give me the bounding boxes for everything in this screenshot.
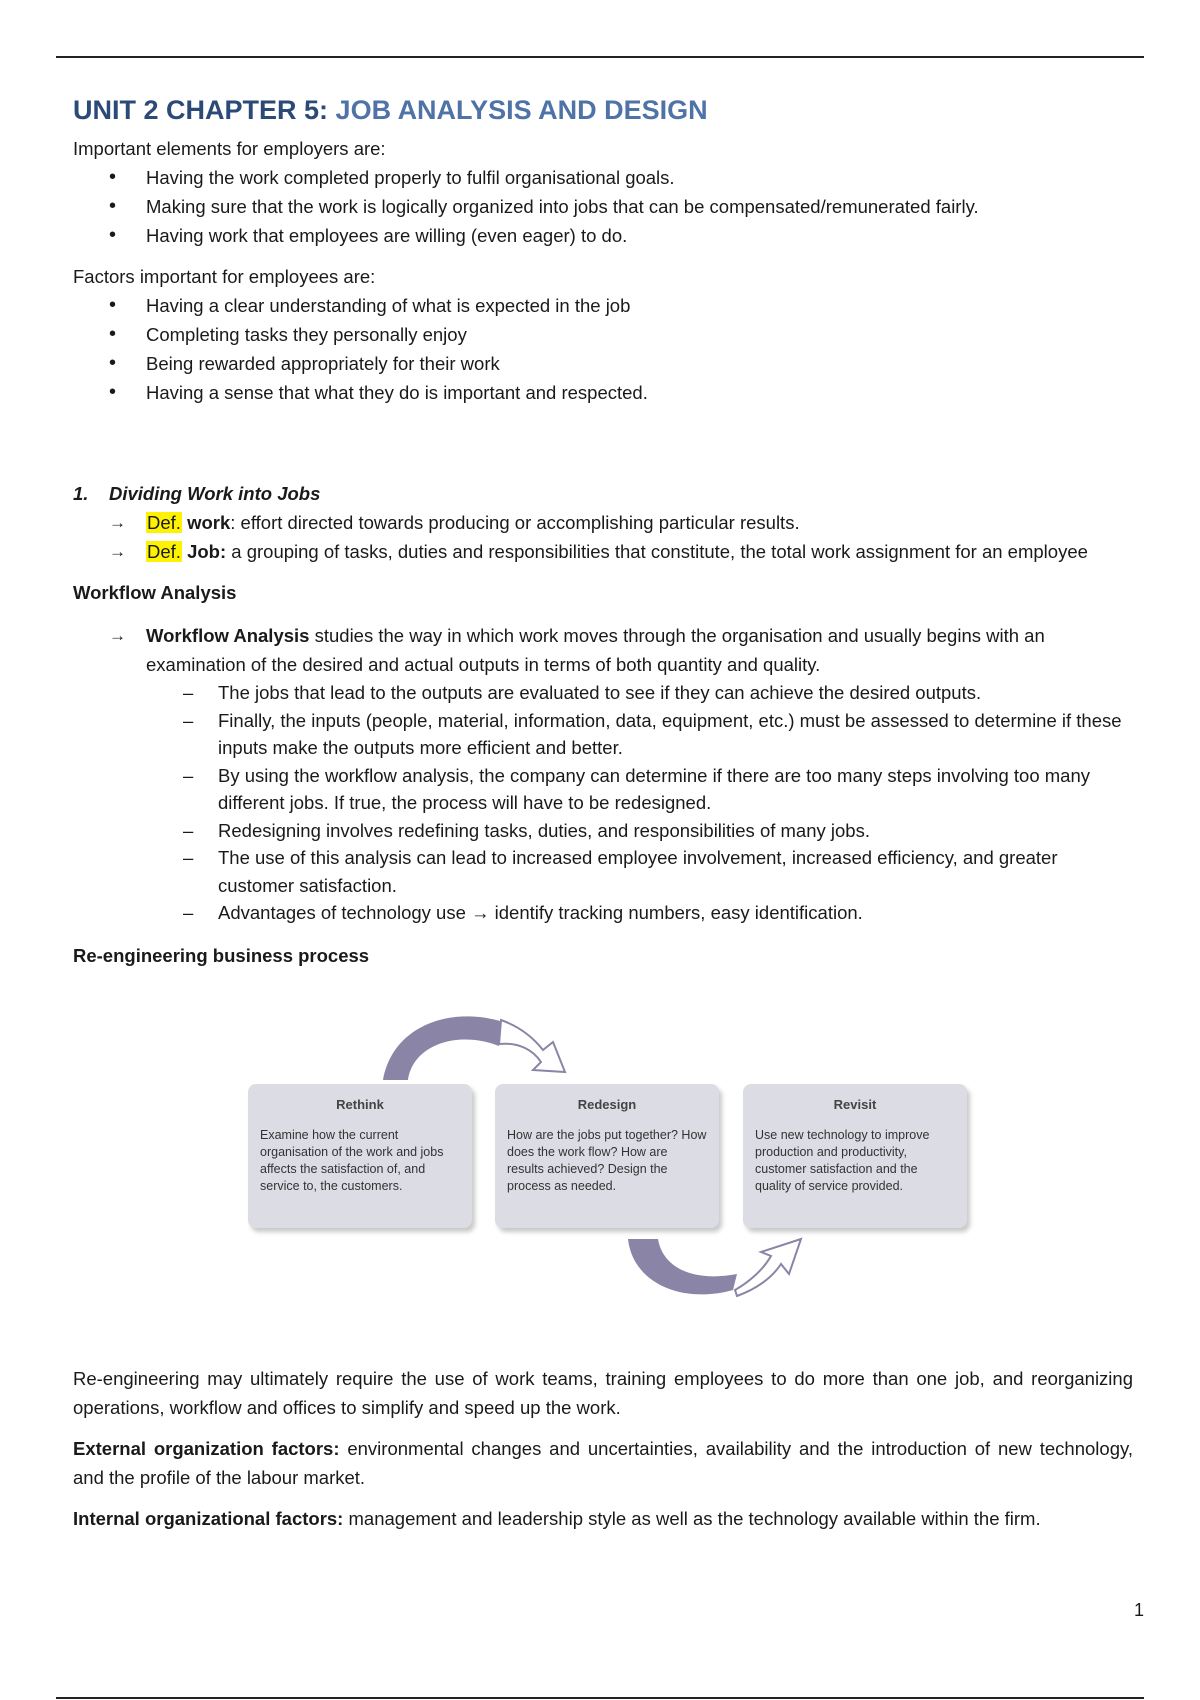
list-item: • Having a clear understanding of what is expected in the job: [146, 291, 1133, 320]
box-title: Redesign: [577, 1096, 637, 1112]
workflow-lead-text: studies the way in which work moves through the organisation and usually begins with an examination of the desired and actual outputs in terms of both quantity and quality.: [146, 625, 1045, 675]
definitions-list: [73, 508, 1133, 566]
section-number: 1.: [73, 483, 89, 504]
employees-intro: Factors important for employees are:: [73, 266, 376, 287]
box-text: Use new technology to improve production and productivity, customer satisfaction and the quality of service provided.: [755, 1127, 930, 1193]
page-number: 1: [1133, 1600, 1144, 1620]
reengineering-diagram: [73, 984, 1133, 1364]
def-text: a grouping of tasks, duties and responsibilities that constitute, the total work assignment for an employee: [226, 541, 1088, 562]
bottom-curved-arrow: [628, 1239, 737, 1294]
internal-factors: [73, 1504, 1133, 1533]
bottom-rule: [56, 1697, 1144, 1699]
title-topic: JOB ANALYSIS AND DESIGN: [335, 95, 708, 125]
bottom-arrow-head: [735, 1239, 801, 1296]
employees-list: [73, 291, 1133, 407]
definition-work: [146, 508, 1133, 537]
workflow-lead: [146, 621, 1133, 679]
def-term: Job:: [187, 541, 227, 562]
list-item: – Advantages of technology use → identify tracking numbers, easy identification.: [218, 899, 1133, 927]
employers-intro: Important elements for employers are:: [73, 138, 386, 159]
workflow-points: [73, 679, 1133, 927]
list-item: – Redesigning involves redefining tasks, duties, and responsibilities of many jobs.: [218, 817, 1133, 845]
def-tag: Def.: [147, 541, 181, 562]
def-text: : effort directed towards producing or accomplishing particular results.: [230, 512, 800, 533]
list-item: • Having the work completed properly to fulfil organisational goals.: [146, 163, 1133, 192]
definition-job: [146, 537, 1133, 566]
def-term: work: [187, 512, 231, 533]
workflow-term: Workflow Analysis: [146, 625, 310, 646]
employers-list: [73, 163, 1133, 250]
list-item: – By using the workflow analysis, the company can determine if there are too many steps involving too many different jobs. If true, the process will have to be redesigned.: [218, 762, 1133, 817]
list-item: • Making sure that the work is logically organized into jobs that can be compensated/remunerated fairly.: [146, 192, 1133, 221]
list-item: – The use of this analysis can lead to increased employee involvement, increased efficiency, and greater customer satisfaction.: [218, 844, 1133, 899]
page-title: [73, 95, 1133, 126]
document-page: [73, 95, 1133, 1545]
list-item: • Completing tasks they personally enjoy: [146, 320, 1133, 349]
rethink-box: [248, 1084, 472, 1228]
section-heading-dividing-work: [73, 479, 1133, 508]
workflow-lead-list: [73, 621, 1133, 679]
list-item: • Being rewarded appropriately for their work: [146, 349, 1133, 378]
internal-label: Internal organizational factors:: [73, 1507, 344, 1529]
section-heading-text: Dividing Work into Jobs: [109, 483, 321, 504]
internal-text: management and leadership style as well as the technology available within the firm.: [343, 1507, 1041, 1529]
redesign-box: [495, 1084, 719, 1228]
list-item: • Having work that employees are willing (even eager) to do.: [146, 221, 1133, 250]
box-title: Rethink: [336, 1096, 384, 1112]
workflow-heading: Workflow Analysis: [73, 582, 237, 603]
external-label: External organization factors:: [73, 1437, 340, 1459]
title-unit: UNIT 2 CHAPTER 5:: [73, 95, 329, 125]
box-title: Revisit: [833, 1096, 877, 1112]
reengineering-heading: Re-engineering business process: [73, 944, 370, 966]
box-text: How are the jobs put together? How does the work flow? How are results achieved? Design the process as needed.: [507, 1127, 707, 1193]
reengineering-summary: Re-engineering may ultimately require the use of work teams, training employees to do more than one job, and reorganizing operations, workflow and offices to simplify and speed up the work.: [73, 1367, 1133, 1418]
list-item: – Finally, the inputs (people, material, information, data, equipment, etc.) must be assessed to determine if these inputs make the outputs more efficient and better.: [218, 707, 1133, 762]
external-factors: [73, 1434, 1133, 1492]
external-text: environmental changes and uncertainties, availability and the introduction of new technology, and the profile of the labour market.: [73, 1437, 1133, 1488]
top-rule: [56, 56, 1144, 58]
box-text: Examine how the current organisation of the work and jobs affects the satisfaction of, and service to, the customers.: [260, 1127, 444, 1193]
top-curved-arrow: [383, 1016, 503, 1080]
list-item: – The jobs that lead to the outputs are evaluated to see if they can achieve the desired outputs.: [218, 679, 1133, 707]
list-item: • Having a sense that what they do is important and respected.: [146, 378, 1133, 407]
revisit-box: [743, 1084, 967, 1228]
def-tag: Def.: [147, 512, 181, 533]
top-arrow-head: [499, 1020, 565, 1072]
